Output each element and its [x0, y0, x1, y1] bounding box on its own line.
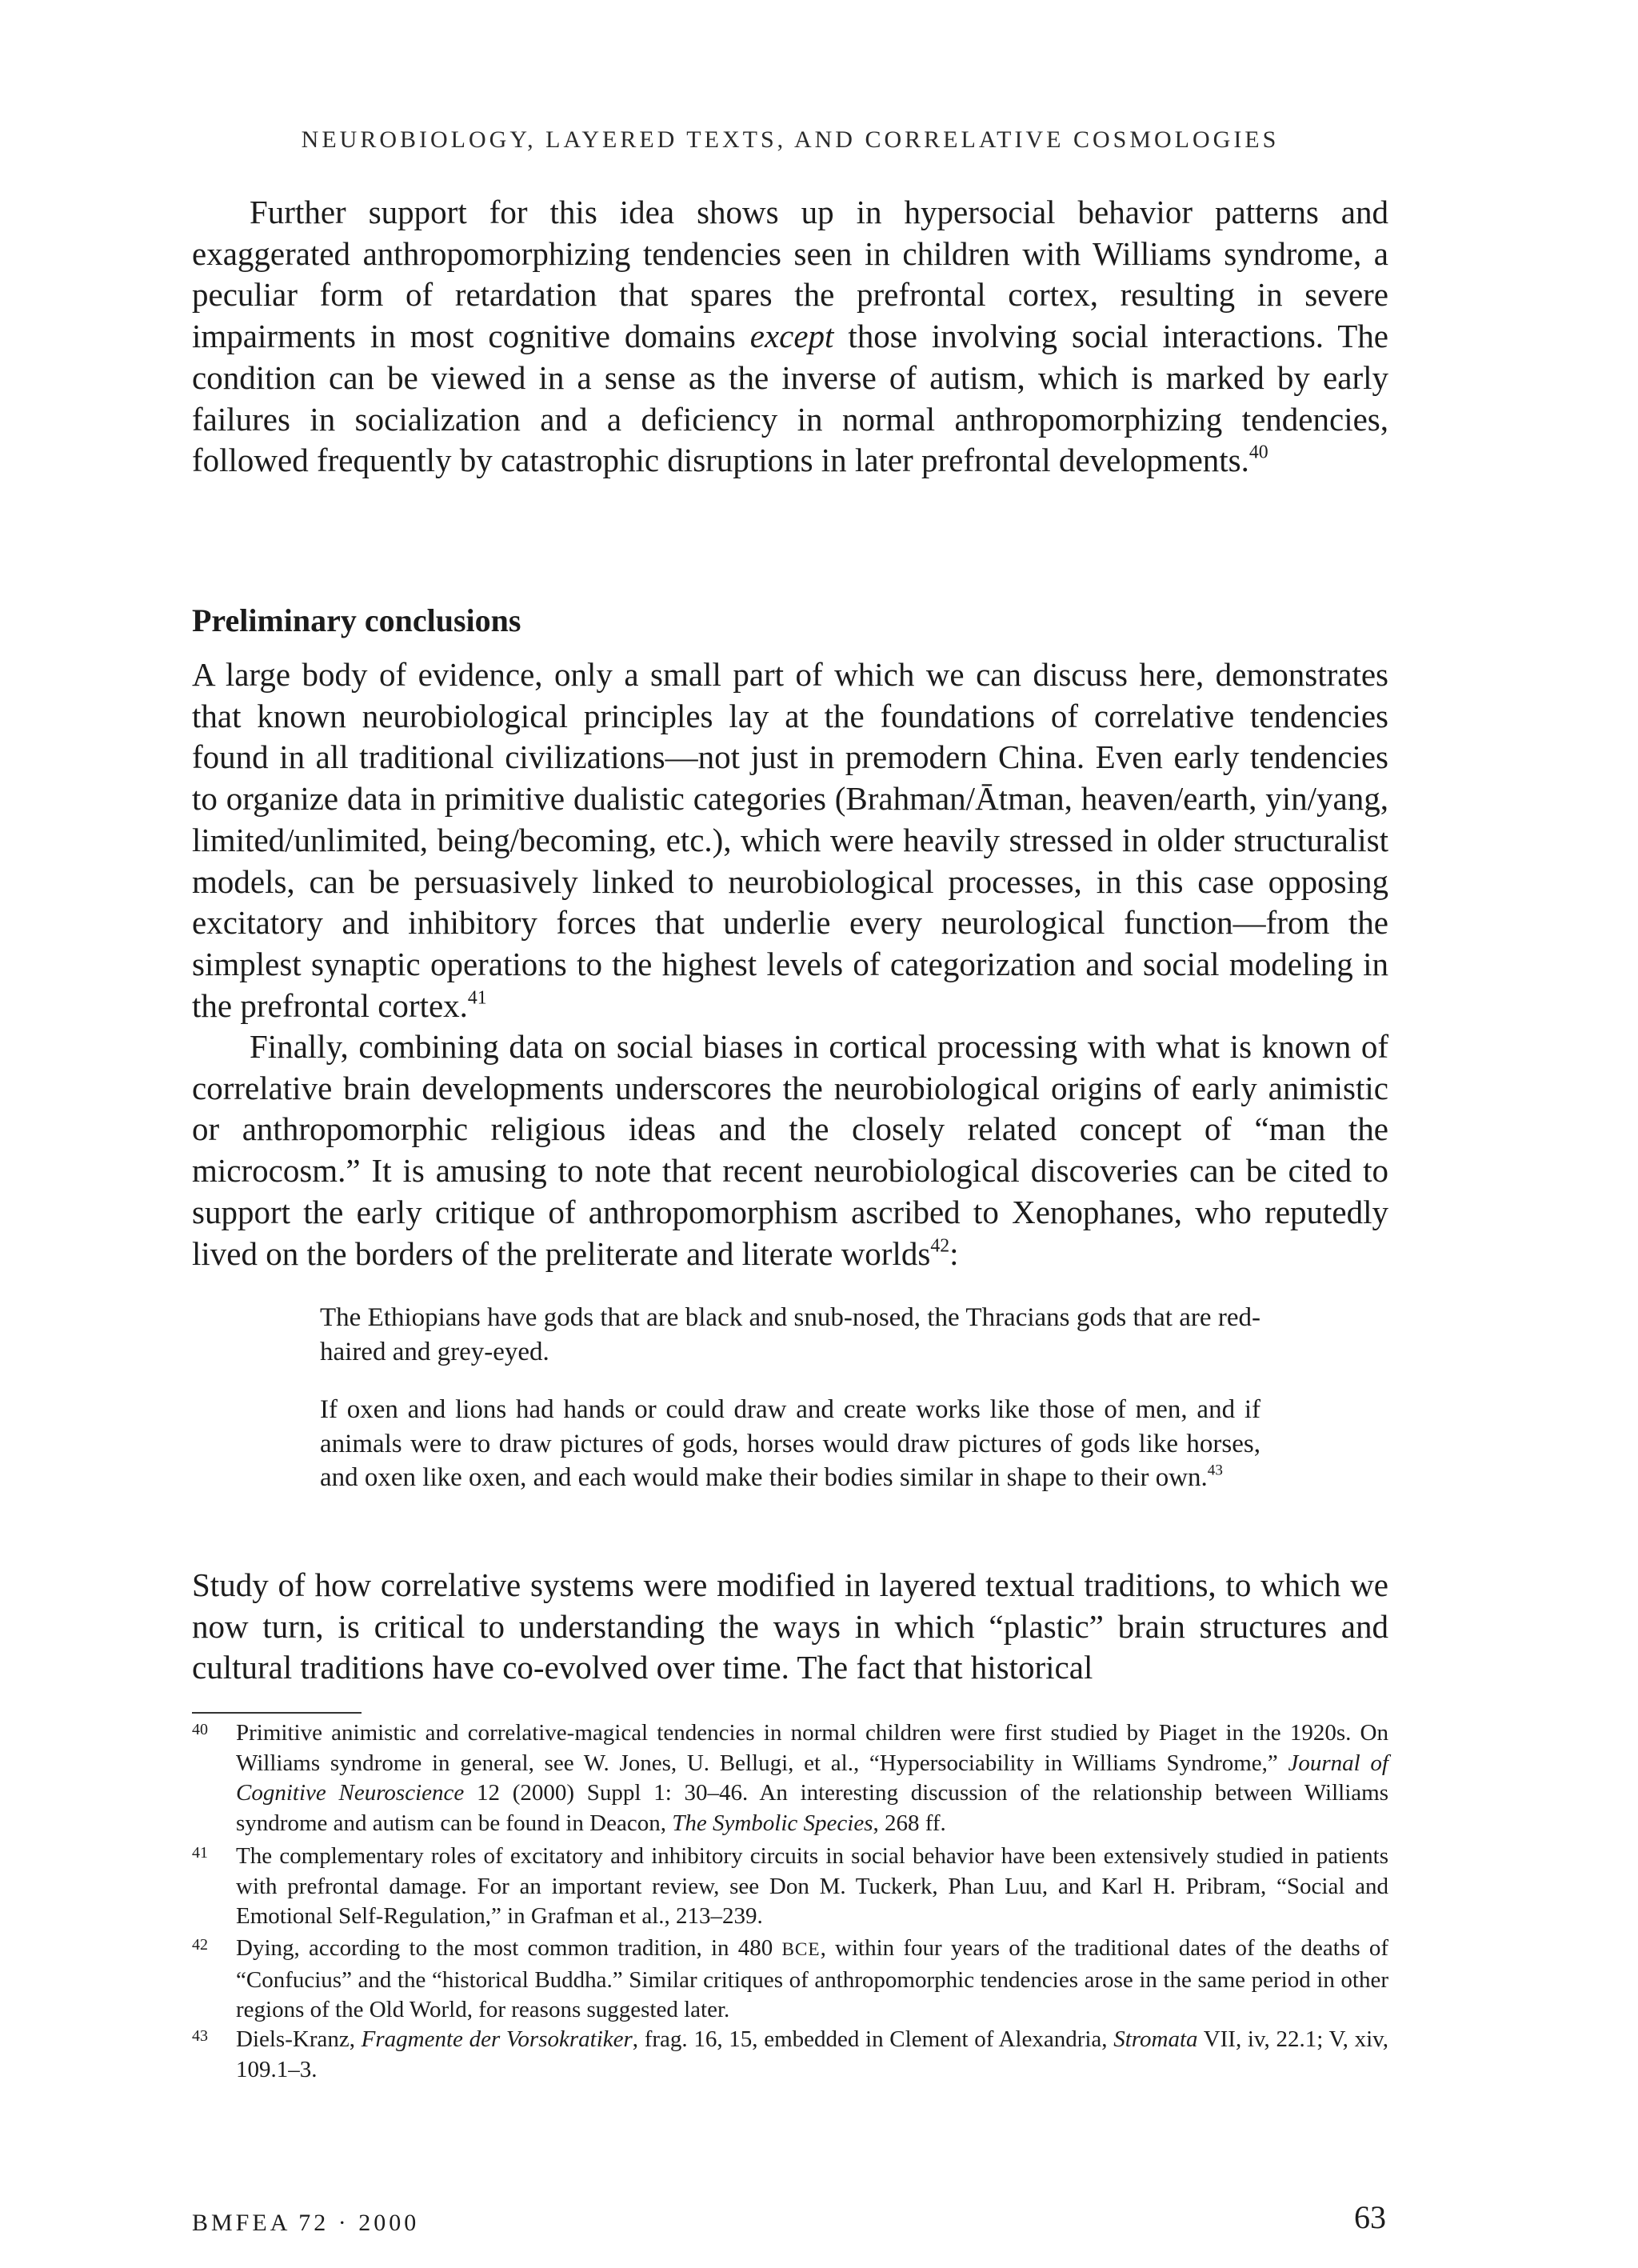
footnote-journal-title: Journal of Cognitive Neuroscience — [236, 1750, 1388, 1806]
paragraph-layered-traditions: Study of how correlative systems were modified in layered textual traditions, to which we now turn, is critical to understanding the ways in which “plastic” brain structures and cultural traditions have co-evolved over time. The fact that historical — [192, 1566, 1388, 1686]
quote-text: If oxen and lions had hands or could draw and create works like those of men, and if animals were to draw pictures of gods, horses would draw pictures of gods like horses, and oxen like oxen, and each would make their bodies similar in shape to their own. — [320, 1395, 1260, 1492]
note-ref-41[interactable]: 41 — [467, 986, 487, 1008]
footnote-span: 12 (2000) Suppl 1: 30–46. An interesting discussion of the relationship between Williams syndrome and autism can be found in Deacon, — [236, 1780, 1388, 1837]
paragraph-text: Further support for this idea shows up in hypersocial behavior patterns and exaggerated anthropomorphizing tendencies seen in children with Williams syndrome, a peculiar form of retardation that spares the prefrontal cortex, resulting in severe impairments in most cognitive domains — [192, 194, 1388, 355]
footnote-text — [236, 2025, 1388, 2085]
paragraph-text-cont: those involving social interactions. The condition can be viewed in a sense as the inverse of autism, which is marked by early failures in socialization and a deficiency in normal anthropomorphizing tendencies, followed frequently by catastrophic disruptions in later prefrontal developments. — [192, 318, 1388, 479]
footnote-book-title: The Symbolic Species — [672, 1810, 873, 1837]
footnote-42 — [192, 1934, 1388, 2026]
paragraph-colon: : — [949, 1234, 959, 1272]
footnote-span: Diels-Kranz, — [236, 2026, 362, 2052]
footnote-divider — [192, 1712, 362, 1714]
footnote-number: 41 — [192, 1844, 208, 1862]
footnote-41 — [192, 1842, 1388, 1932]
footnote-small-caps: BCE — [781, 1939, 821, 1960]
footnote-text: The complementary roles of excitatory and inhibitory circuits in social behavior have been extensively studied in patients with prefrontal damage. For an important review, see Don M. Tuckerk, Phan Luu, and Karl H. Pribram, “Social and Emotional Self-Regulation,” in Grafman et al., 213–239. — [236, 1843, 1388, 1930]
page-number: 63 — [1354, 2199, 1386, 2235]
paragraph-evidence — [192, 654, 1388, 1026]
block-quote-oxen-lions — [320, 1393, 1260, 1495]
journal-citation: BMFEA 72 · 2000 — [192, 2210, 420, 2236]
note-ref-42[interactable]: 42 — [930, 1234, 950, 1256]
note-ref-43[interactable]: 43 — [1207, 1462, 1223, 1479]
block-quote-ethiopians: The Ethiopians have gods that are black and snub-nosed, the Thracians gods that are red-haired and grey-eyed. — [320, 1303, 1260, 1366]
footnote-43 — [192, 2025, 1388, 2085]
footnote-40 — [192, 1718, 1388, 1839]
footnote-text — [236, 1718, 1388, 1839]
footnote-book-title: Fragmente der Vorsokratiker — [361, 2026, 633, 2052]
footnote-span: , within four years of the traditional dates of the deaths of “Confucius” and the “historical Buddha.” Similar critiques of anthropomorphic tendencies arose in the same period in other regions of the Old World, for reasons suggested later. — [236, 1935, 1389, 2023]
emphasis-except: except — [749, 318, 834, 355]
footnote-number: 43 — [192, 2027, 208, 2045]
paragraph-text: A large body of evidence, only a small part of which we can discuss here, demonstrates that known neurobiological principles lay at the foundations of correlative tendencies found in all traditional civilizations—not just in premodern China. Even early tendencies to organize data in primitive dualistic categories (Brahman/Ātman, heaven/earth, yin/yang, limited/unlimited, being/becoming, etc.), which were heavily stressed in older structuralist models, can be persuasively linked to neurobiological processes, in this case opposing excitatory and inhibitory forces that underlie every neurological function—from the simplest synaptic operations to the highest levels of categorization and social modeling in the prefrontal cortex. — [192, 656, 1388, 1024]
paragraph-williams-syndrome — [192, 192, 1388, 482]
footnote-span: Dying, according to the most common tradition, in 480 — [236, 1935, 782, 1961]
paragraph-text: Finally, combining data on social biases in cortical processing with what is known of correlative brain developments underscores the neurobiological origins of early animistic or anthropomorphic religious ideas and the closely related concept of “man the microcosm.” It is amusing to note that recent neurobiological discoveries can be cited to support the early critique of anthropomorphism ascribed to Xenophanes, who reputedly lived on the borders of the preliterate and literate worlds — [192, 1028, 1388, 1272]
footnote-number: 42 — [192, 1936, 208, 1954]
running-head: NEUROBIOLOGY, LAYERED TEXTS, AND CORRELATIVE COSMOLOGIES — [301, 126, 1280, 153]
note-ref-40[interactable]: 40 — [1248, 442, 1268, 463]
paragraph-xenophanes — [192, 1026, 1388, 1274]
footnote-span: , frag. 16, 15, embedded in Clement of Alexandria, — [632, 2026, 1114, 2052]
footnote-text — [236, 1934, 1388, 2026]
footnote-span: , 268 ff. — [873, 1810, 946, 1837]
section-heading: Preliminary conclusions — [192, 602, 521, 638]
footnote-span: Primitive animistic and correlative-magical tendencies in normal children were first studied by Piaget in the 1920s. On Williams syndrome in general, see W. Jones, U. Bellugi, et al., “Hypersociability in Williams Syndrome,” — [236, 1720, 1388, 1776]
footnote-book-title: Stromata — [1113, 2026, 1198, 2052]
footnote-span: VII, iv, 22.1; V, xiv, 109.1–3. — [236, 2026, 1389, 2082]
footnote-number: 40 — [192, 1721, 208, 1738]
